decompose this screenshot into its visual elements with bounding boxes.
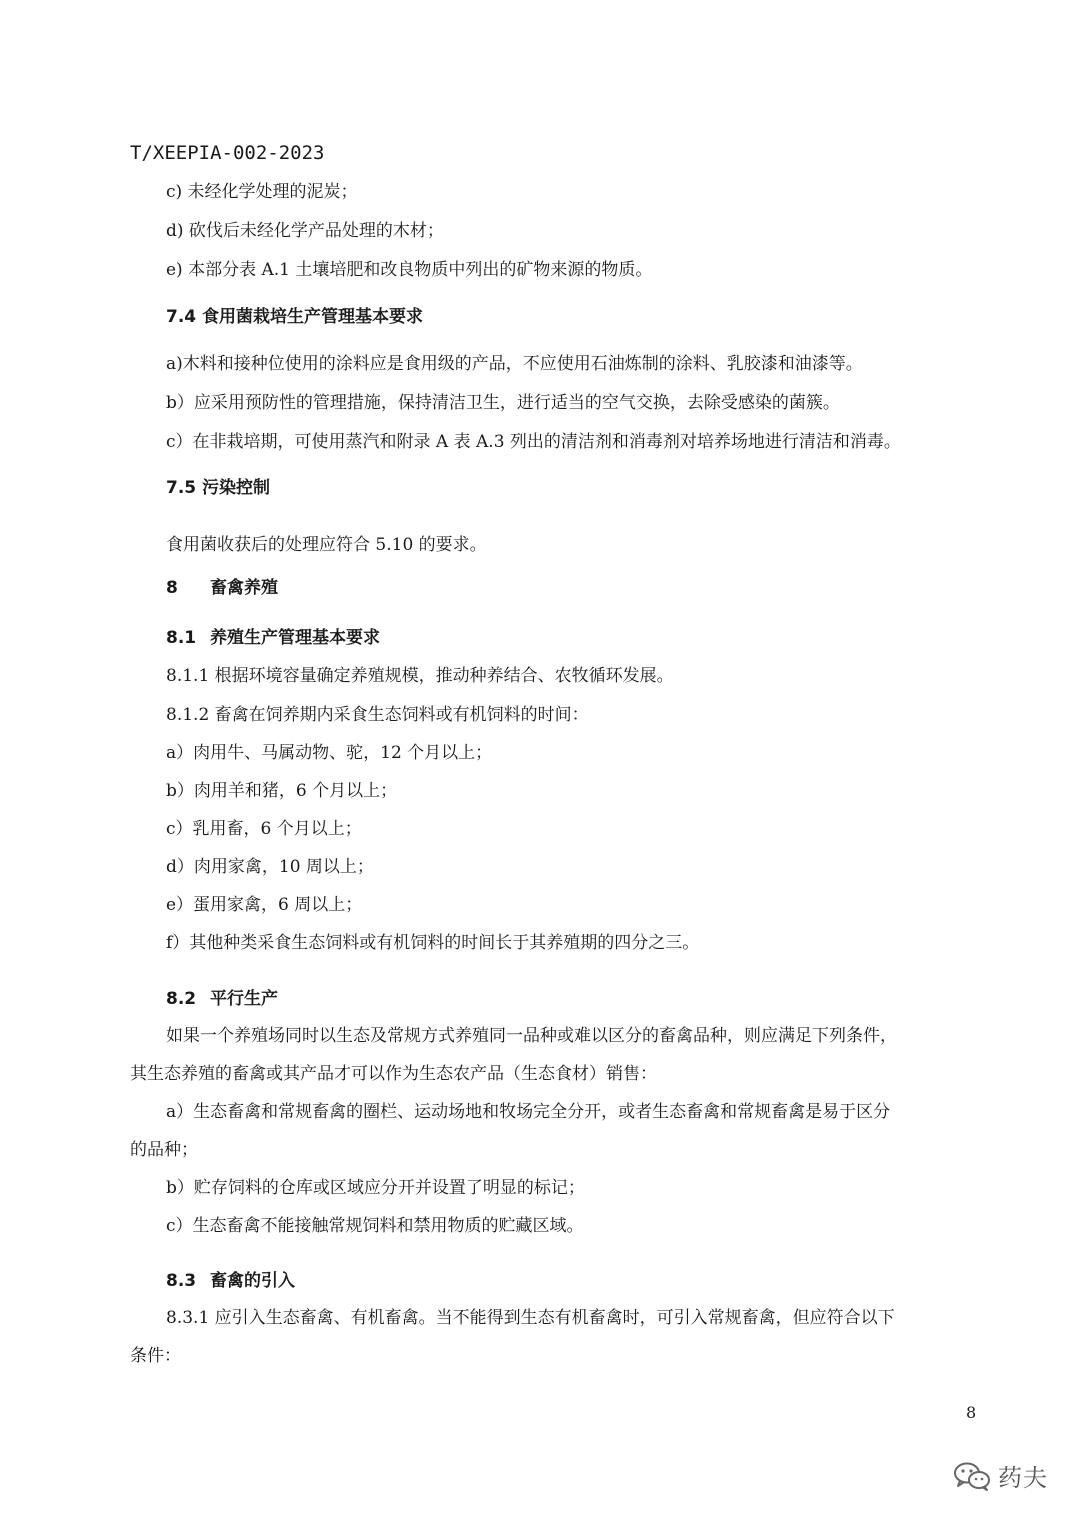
heading-8-1-number: 8.1 bbox=[166, 628, 197, 648]
paragraph-7-4-b: b）应采用预防性的管理措施，保持清洁卫生，进行适当的空气交换，去除受感染的菌簇。 bbox=[166, 393, 840, 413]
list-item-c: c）生态畜禽不能接触常规饲料和禁用物质的贮藏区域。 bbox=[166, 1216, 584, 1236]
paragraph-7-4-a: a)木料和接种位使用的涂料应是食用级的产品，不应使用石油炼制的涂料、乳胶漆和油漆等。 bbox=[166, 354, 863, 374]
heading-8-title: 畜禽养殖 bbox=[210, 578, 278, 598]
paragraph-8-2-line-1: 如果一个养殖场同时以生态及常规方式养殖同一品种或难以区分的畜禽品种，则应满足下列条件， bbox=[166, 1026, 897, 1046]
clause-8-1-1: 8.1.1 根据环境容量确定养殖规模，推动种养结合、农牧循环发展。 bbox=[166, 666, 674, 686]
clause-8-3-1-continued: 条件： bbox=[130, 1346, 181, 1366]
heading-7-5: 7.5 污染控制 bbox=[166, 478, 271, 498]
heading-8-3-title: 畜禽的引入 bbox=[210, 1271, 295, 1291]
paragraph-7-4-c: c）在非栽培期，可使用蒸汽和附录 A 表 A.3 列出的清洁剂和消毒剂对培养场地进行清洁和消毒。 bbox=[166, 432, 901, 452]
heading-8-2-title: 平行生产 bbox=[210, 989, 278, 1009]
list-item-b: b）肉用羊和猪，6 个月以上； bbox=[166, 781, 398, 801]
heading-8-number: 8 bbox=[166, 578, 178, 598]
watermark-text: 药夫 bbox=[998, 1464, 1048, 1492]
heading-8-1-title: 养殖生产管理基本要求 bbox=[210, 628, 380, 648]
list-item-b: b）贮存饲料的仓库或区域应分开并设置了明显的标记； bbox=[166, 1178, 585, 1198]
list-item-e: e）蛋用家禽，6 周以上； bbox=[166, 895, 363, 915]
paragraph-8-2-line-2: 其生态养殖的畜禽或其产品才可以作为生态农产品（生态食材）销售： bbox=[130, 1064, 657, 1084]
list-item-c: c）乳用畜，6 个月以上； bbox=[166, 819, 362, 839]
heading-8 bbox=[166, 577, 278, 599]
list-item-f: f）其他种类采食生态饲料或有机饲料的时间长于其养殖期的四分之三。 bbox=[166, 933, 700, 953]
list-item-a-continued: 的品种； bbox=[130, 1140, 198, 1160]
clause-8-1-2: 8.1.2 畜禽在饲养期内采食生态饲料或有机饲料的时间： bbox=[166, 705, 589, 725]
list-item-c: c) 未经化学处理的泥炭； bbox=[166, 182, 358, 202]
paragraph-7-5: 食用菌收获后的处理应符合 5.10 的要求。 bbox=[166, 535, 487, 555]
heading-8-3-number: 8.3 bbox=[166, 1271, 197, 1291]
clause-8-3-1: 8.3.1 应引入生态畜禽、有机畜禽。当不能得到生态有机畜禽时，可引入常规畜禽，但应符合以下 bbox=[166, 1308, 895, 1328]
heading-7-4: 7.4 食用菌栽培生产管理基本要求 bbox=[166, 307, 424, 327]
list-item-e: e) 本部分表 A.1 土壤培肥和改良物质中列出的矿物来源的物质。 bbox=[166, 260, 653, 280]
page-number: 8 bbox=[966, 1403, 977, 1422]
heading-8-1 bbox=[166, 627, 380, 649]
heading-8-2-number: 8.2 bbox=[166, 989, 197, 1009]
list-item-a: a）生态畜禽和常规畜禽的圈栏、运动场地和牧场完全分开，或者生态畜禽和常规畜禽是易于区分 bbox=[166, 1102, 891, 1122]
heading-8-3 bbox=[166, 1270, 295, 1292]
list-item-a: a）肉用牛、马属动物、驼，12 个月以上； bbox=[166, 743, 493, 763]
list-item-d: d) 砍伐后未经化学产品处理的木材； bbox=[166, 221, 444, 241]
heading-8-2 bbox=[166, 988, 278, 1010]
watermark bbox=[952, 1458, 1048, 1493]
document-code: T/XEEPIA-002-2023 bbox=[130, 142, 325, 164]
list-item-d: d）肉用家禽，10 周以上； bbox=[166, 857, 374, 877]
wechat-icon bbox=[952, 1461, 992, 1491]
